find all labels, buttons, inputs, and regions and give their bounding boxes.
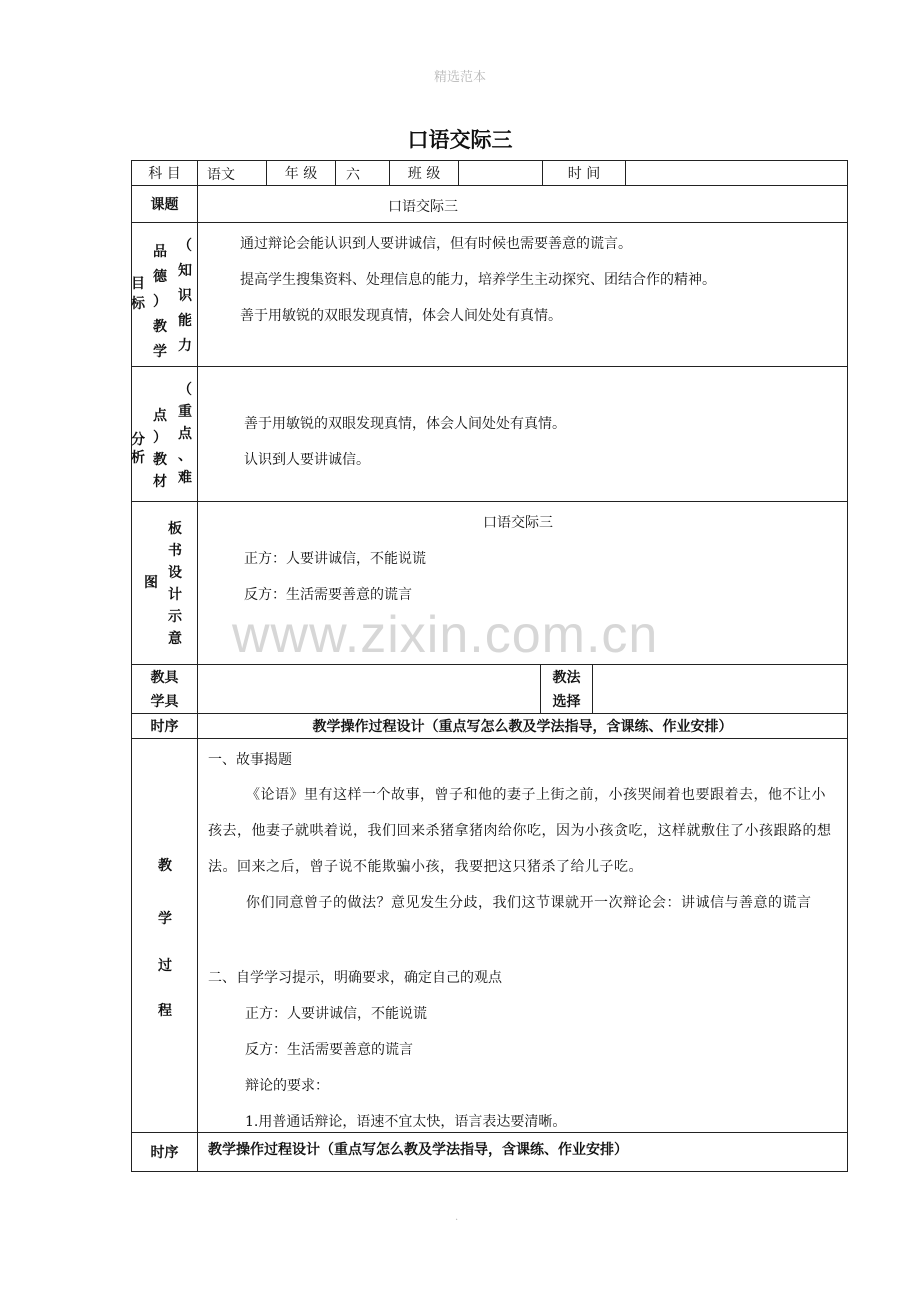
con-position: 反方：生活需要善意的谎言 [245, 1042, 413, 1058]
label-char: 板 [168, 521, 182, 537]
sequence-label: 时序 [131, 713, 198, 739]
label-char: 目 [131, 276, 145, 292]
story-paragraph: 《论语》里有这样一个故事，曾子和他的妻子上街之前，小孩哭闹着也要跟着去，他不让小孩去，他妻子就哄着说，我们回来杀猪拿猪肉给你吃，因为小孩贪吃，这样就敷住了小孩跟路的想法。回来之后，曾子说不能欺骗小孩，我要把这只猪杀了给儿子吃。 [208, 787, 832, 875]
section-heading: 一、故事揭题 [208, 752, 292, 768]
lesson-plan-table [131, 160, 848, 1172]
board-title: 口语交际三 [483, 515, 553, 531]
label-char: 图 [144, 575, 158, 591]
analysis-line: 善于用敏锐的双眼发现真情，体会人间处处有真情。 [244, 416, 566, 432]
sequence-design: 教学操作过程设计（重点写怎么教及学法指导，含课练、作业安排） [197, 713, 848, 739]
tools-label-line: 教具 [150, 670, 179, 686]
requirement-item: 1.用普通话辩论，语速不宜太快，语言表达要清晰。 [245, 1114, 567, 1130]
sequence-design: 教学操作过程设计（重点写怎么教及学法指导，含课练、作业安排） [208, 1142, 628, 1158]
watermark: www.zixin.com.cn [232, 606, 659, 664]
label-char: （ [178, 382, 192, 398]
class-label: 班 级 [389, 160, 459, 186]
analysis-content [197, 366, 848, 502]
time-label: 时 间 [542, 160, 626, 186]
label-char: 重 [178, 404, 192, 420]
label-char: ） [153, 430, 167, 446]
label-char: 教 [153, 319, 167, 335]
class-value [458, 160, 543, 186]
label-char: 析 [131, 450, 145, 466]
board-line: 反方：生活需要善意的谎言 [244, 587, 412, 603]
label-char: 点 [178, 426, 192, 442]
label-char: 、 [178, 448, 192, 464]
subject-label: 科 目 [131, 160, 198, 186]
method-label-cell [540, 664, 593, 714]
subject-value: 语文 [197, 160, 267, 186]
board-label-cell [131, 501, 198, 665]
label-char: 材 [153, 474, 167, 490]
label-char: 意 [168, 631, 182, 647]
pro-position: 正方：人要讲诚信，不能说谎 [245, 1006, 427, 1022]
method-label-line: 选择 [552, 694, 581, 710]
question-paragraph: 你们同意曾子的做法？意见发生分歧，我们这节课就开一次辩论会：讲诚信与善意的谎言 [246, 895, 812, 911]
board-line: 正方：人要讲诚信，不能说谎 [244, 551, 426, 567]
tools-label-line: 学具 [150, 694, 179, 710]
label-char: 力 [178, 338, 192, 354]
tools-label-cell [131, 664, 198, 714]
objectives-content [197, 222, 848, 367]
label-char: 知 [178, 263, 192, 279]
analysis-label-cell [131, 366, 198, 502]
label-char: 示 [168, 609, 182, 625]
objectives-label-cell [131, 222, 198, 367]
process-label-char: 学 [158, 911, 172, 927]
label-char: 书 [168, 543, 182, 559]
footer-mark: . [455, 1212, 459, 1223]
label-char: 教 [153, 452, 167, 468]
tools-value [197, 664, 541, 714]
label-char: 设 [168, 565, 182, 581]
process-label-cell [131, 738, 198, 1133]
label-char: 计 [168, 587, 182, 603]
label-char: 点 [153, 408, 167, 424]
topic-label: 课题 [131, 185, 198, 223]
label-char: 学 [153, 344, 167, 360]
label-char: 识 [178, 288, 192, 304]
objective-line: 通过辩论会能认识到人要讲诚信，但有时候也需要善意的谎言。 [240, 236, 632, 252]
label-char: 能 [178, 313, 192, 329]
analysis-line: 认识到人要讲诚信。 [244, 452, 370, 468]
label-char: 标 [131, 296, 145, 312]
process-label-char: 教 [158, 858, 172, 874]
grade-value: 六 [335, 160, 390, 186]
label-char: （ [178, 238, 192, 254]
method-value [592, 664, 848, 714]
process-content [197, 738, 848, 1133]
section-heading: 二、自学学习提示，明确要求，确定自己的观点 [208, 970, 502, 986]
objective-line: 提高学生搜集资料、处理信息的能力，培养学生主动探究、团结合作的精神。 [240, 272, 716, 288]
topic-value: 口语交际三 [388, 199, 458, 215]
process-label-char: 过 [158, 958, 172, 974]
label-char: ） [153, 294, 167, 310]
requirements-heading: 辩论的要求： [245, 1078, 329, 1094]
topic-cell [197, 185, 848, 223]
objective-line: 善于用敏锐的双眼发现真情，体会人间处处有真情。 [240, 308, 562, 324]
sequence-label: 时序 [131, 1132, 198, 1172]
label-char: 德 [153, 269, 167, 285]
process-label-char: 程 [158, 1003, 172, 1019]
sequence-design-cell [197, 1132, 848, 1172]
method-label-line: 教法 [552, 670, 581, 686]
header-mark: 精选范本 [433, 70, 486, 85]
label-char: 分 [131, 432, 145, 448]
grade-label: 年 级 [266, 160, 336, 186]
page-title: 口语交际三 [407, 128, 513, 152]
label-char: 品 [153, 244, 167, 260]
time-value [625, 160, 848, 186]
label-char: 难 [178, 470, 192, 486]
